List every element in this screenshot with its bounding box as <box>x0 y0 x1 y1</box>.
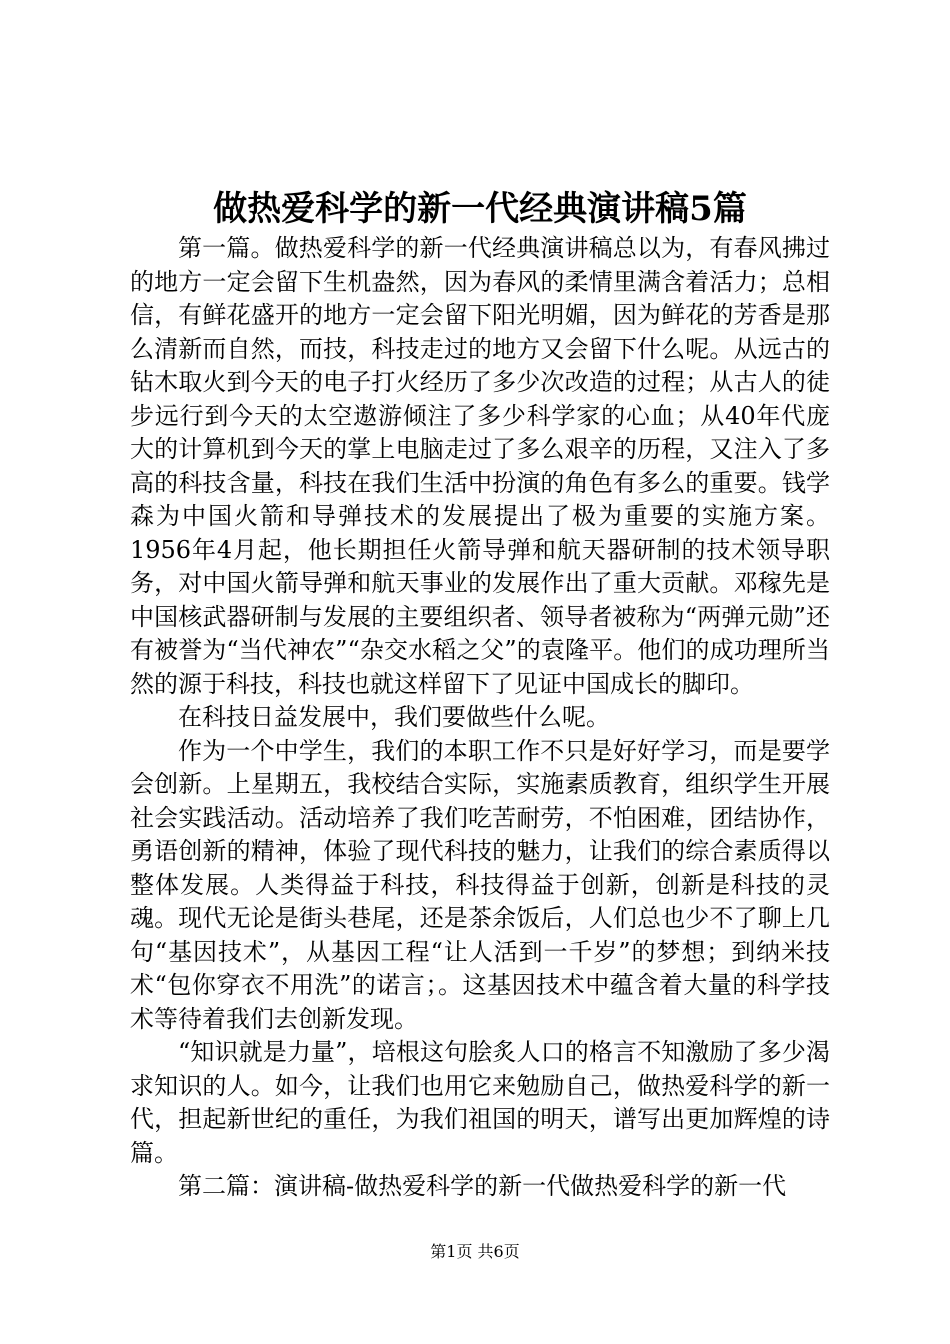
page-footer: 第1页 共6页 <box>430 1242 520 1261</box>
paragraph-2: 在科技日益发展中，我们要做些什么呢。 <box>178 703 610 731</box>
paragraph-3: 作为一个中学生，我们的本职工作不只是好好学习，而是要学会创新。上星期五，我校结合实际，实施素质教育，组织学生开展社会实践活动。活动培养了我们吃苦耐劳，不怕困难，团结协作，勇语创新的精神，体验了现代科技的魅力，让我们的综合素质得以整体发展。人类得益于科技，科技得益于创新，创新是科技的灵魂。现代无论是街头巷尾，还是茶余饭后，人们总也少不了聊上几句“基因技术”，从基因工程“让人活到一千岁”的梦想；到纳米技术“包你穿衣不用洗”的诺言；。这基因技术中蕴含着大量的科学技术等待着我们去创新发现。 <box>130 736 830 1033</box>
paragraph-4: “知识就是力量”，培根这句脍炙人口的格言不知激励了多少渴求知识的人。如今，让我们也用它来勉励自己，做热爱科学的新一代，担起新世纪的重任，为我们祖国的明天，谱写出更加辉煌的诗篇。 <box>130 1038 830 1167</box>
document-body <box>130 232 830 1204</box>
document-title: 做热爱科学的新一代经典演讲稿5篇 <box>213 189 747 229</box>
paragraph-1: 第一篇。做热爱科学的新一代经典演讲稿总以为，有春风拂过的地方一定会留下生机盎然，因为春风的柔情里满含着活力；总相信，有鲜花盛开的地方一定会留下阳光明媚，因为鲜花的芳香是那么清新而自然，而技，科技走过的地方又会留下什么呢。从远古的钻木取火到今天的电子打火经历了多少次改造的过程；从古人的徒步远行到今天的太空遨游倾注了多少科学家的心血；从40年代庞大的计算机到今天的掌上电脑走过了多么艰辛的历程，又注入了多高的科技含量，科技在我们生活中扮演的角色有多么的重要。钱学森为中国火箭和导弹技术的发展提出了极为重要的实施方案。1956年4月起，他长期担任火箭导弹和航天器研制的技术领导职务，对中国火箭导弹和航天事业的发展作出了重大贡献。邓稼先是中国核武器研制与发展的主要组织者、领导者被称为“两弹元勋”还有被誉为“当代神农”“杂交水稻之父”的袁隆平。他们的成功理所当然的源于科技，科技也就这样留下了见证中国成长的脚印。 <box>130 234 830 698</box>
paragraph-5: 第二篇：演讲稿-做热爱科学的新一代做热爱科学的新一代 <box>178 1172 787 1200</box>
